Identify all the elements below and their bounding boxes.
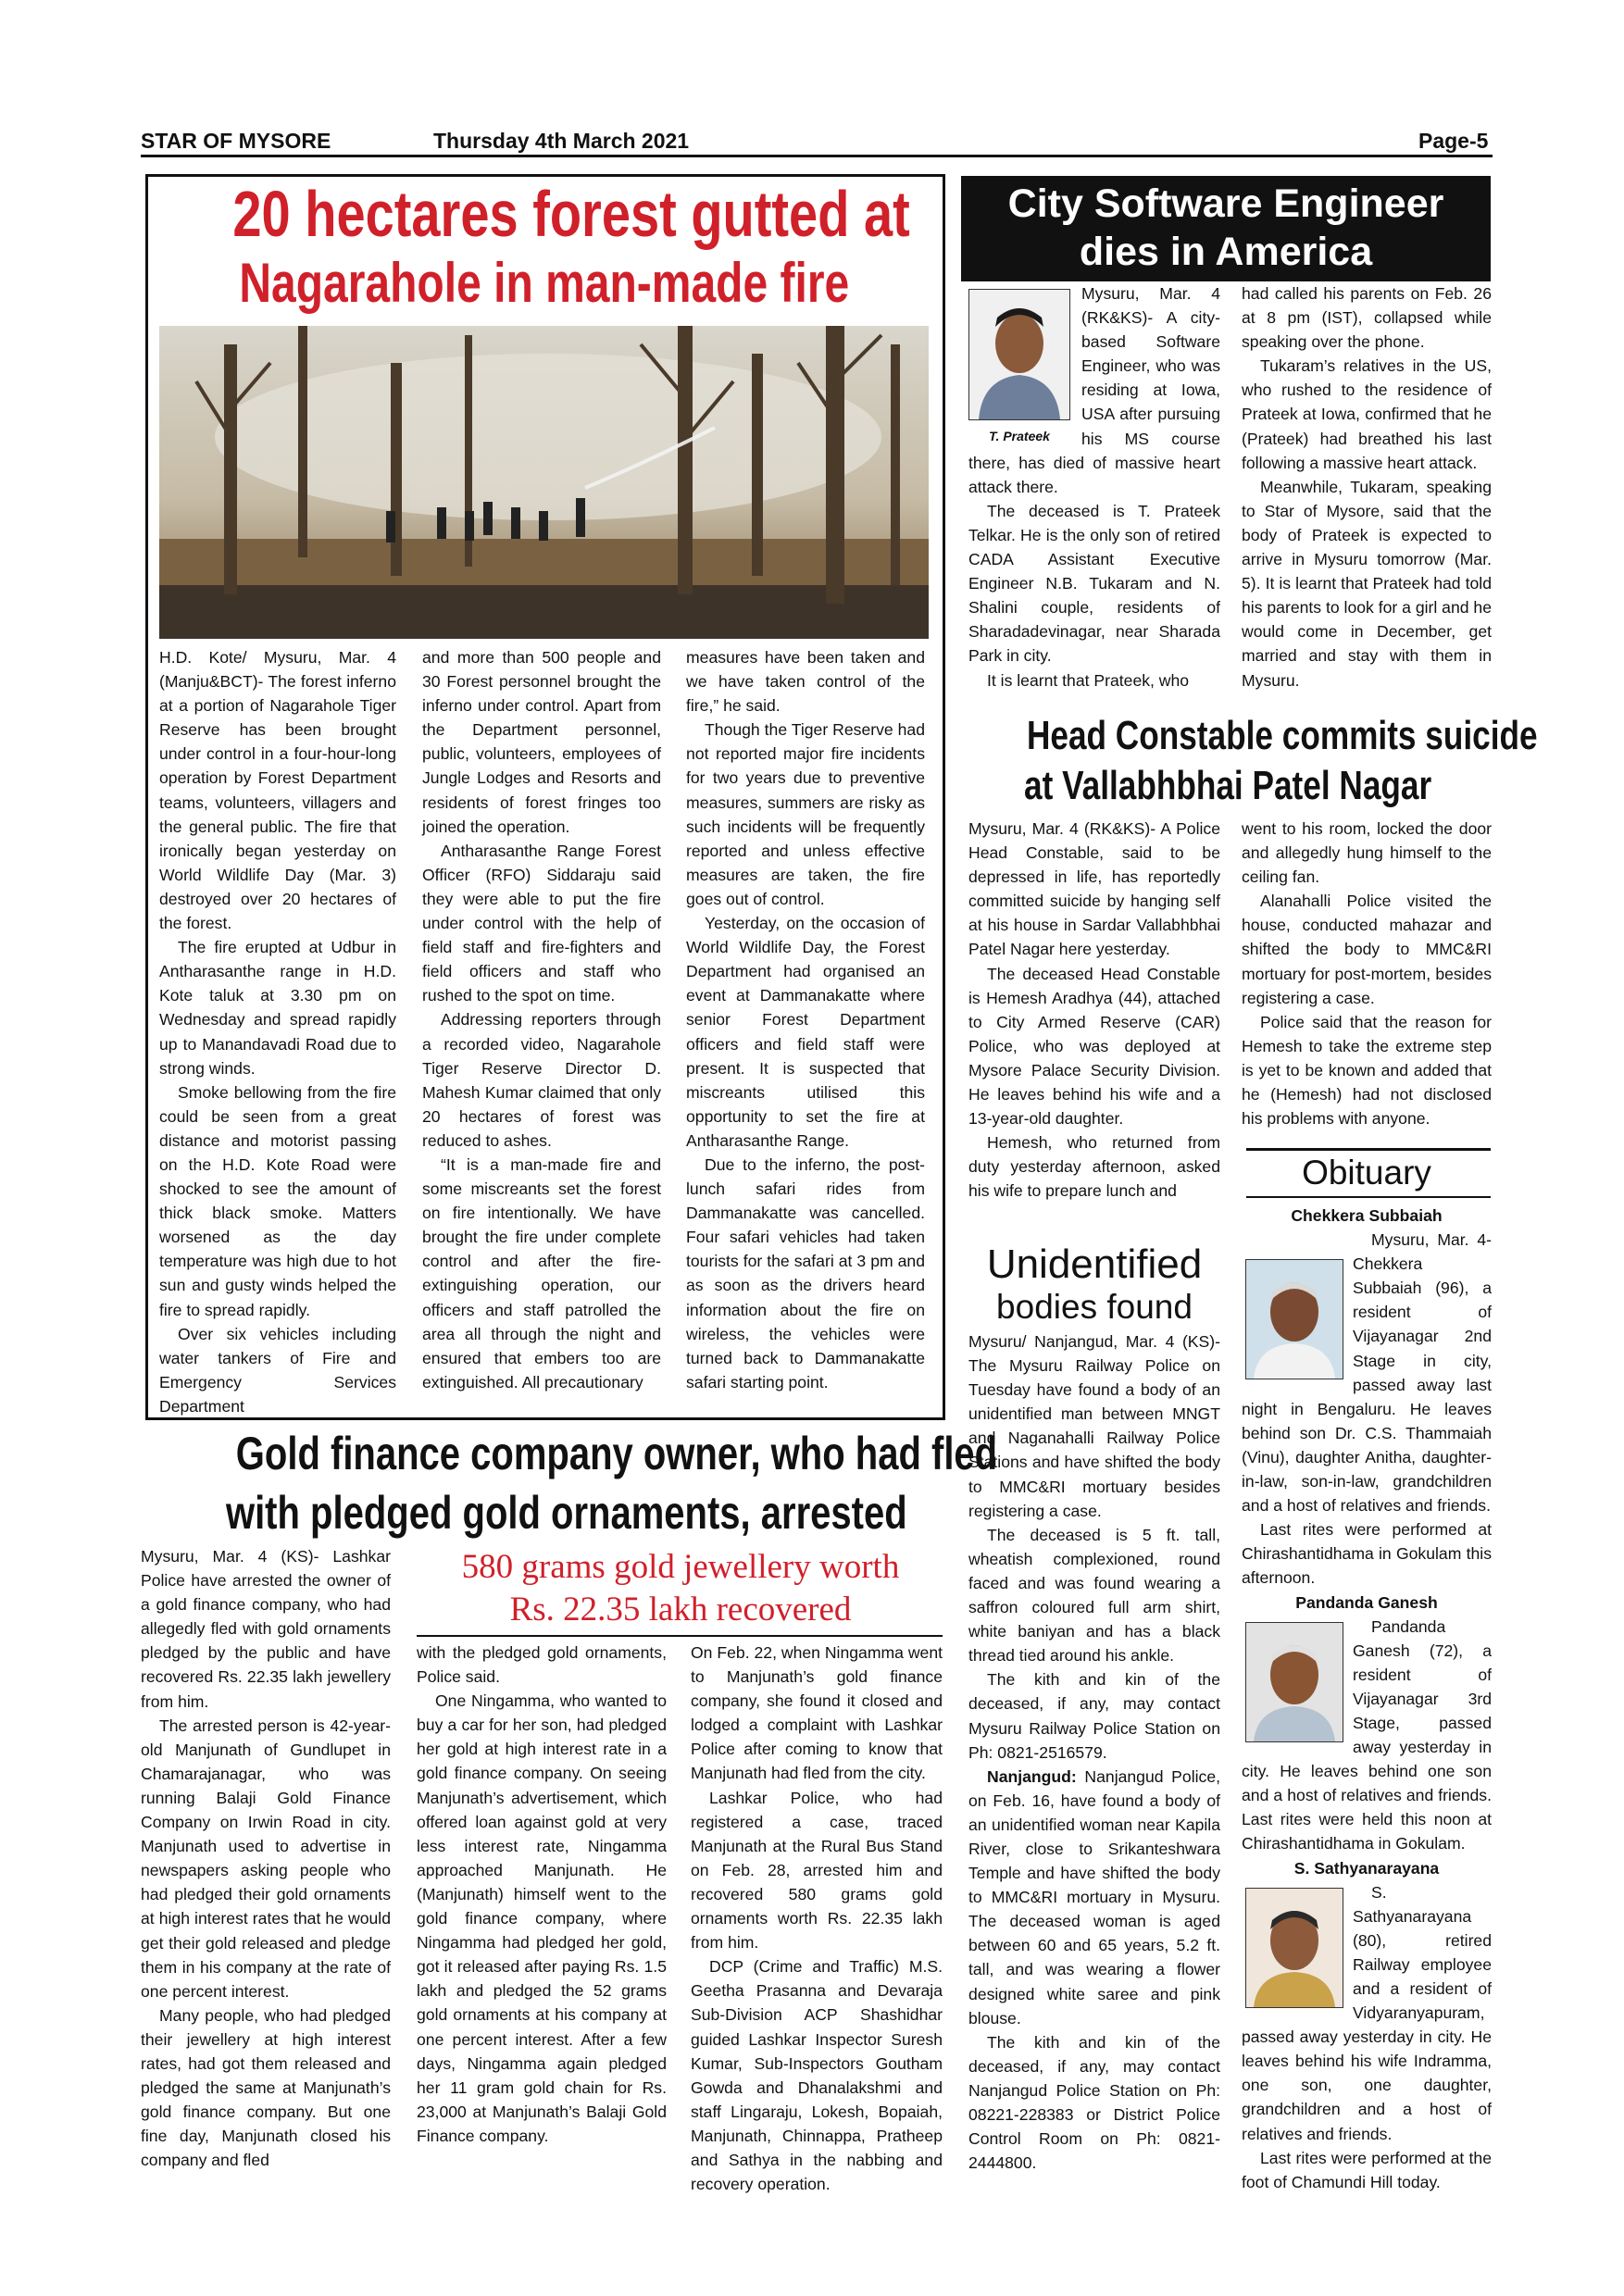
gold-col2-para: One Ningamma, who wanted to buy a car for her son, had pledged her gold at high interest rate in a gold finance company. On seeing Manjunath’s advertisement, which offered loan against gold at very less interest rate, Ningamma approached Manjunath. He (Manjunath) himself went to the gold finance company, where Ningamma had pledged her gold, got it released after paying Rs. 1.5 lakh and pledged the 52 grams gold ornaments at his company at one percent interest. After a few days, Ningamma again pledged her 11 gram gold chain for Rs. 23,000 at Manjunath’s Balaji Gold Finance company. [417,1691,667,2145]
bodies-headline-line2: bodies found [996,1288,1193,1326]
obituary-column [1242,1204,1492,2194]
engineer-column-2 [1242,281,1492,693]
forest-col1-para: Smoke bellowing from the fire could be seen from a great distance and motorist passing on the H.D. Kote Road were shocked to see the amount of thick black smoke. Matters worsened as the day temperature was high due to hot sun and gusty winds helped the fire to spread rapidly. [159,1082,396,1319]
engineer-col1-para: The deceased is T. Prateek Telkar. He is the only son of retired CADA Assistant Executive Engineer N.B. Tukaram and N. Shalini couple, residents of Sharadadevinagar, near Sharada Park in city. [968,501,1220,666]
gold-col2-para: with the pledged gold ornaments, Police said. [417,1643,667,1687]
constable-col2-para: Alanahalli Police visited the house, conducted mahazar and shifted the body to MMC&RI mortuary for post-mortem, besides registering a case. [1242,892,1492,1007]
forest-fire-photo [159,326,929,639]
gold-col1-para: The arrested person is 42-year-old Manjunath of Gundlupet in Chamarajanagar, who was running Balaji Gold Finance Company on Irwin Road in city. Manjunath used to advertise in newspapers asking people who had pledged their gold ornaments at high interest rates that he would get their gold released and pledge them in his company at the rate of one percent interest. [141,1716,391,2001]
masthead-date: Thursday 4th March 2021 [433,129,690,153]
bodies-para: The kith and kin of the deceased, if any, may contact Nanjangud Police Station on Ph: 08221-228383 or District Police Control Room on Ph: 0821-2444800. [968,2032,1220,2173]
engineer-portrait-photo [968,289,1070,420]
gold-subheadline-rule [417,1635,943,1637]
obituary-text: Last rites were performed at the foot of Chamundi Hill today. [1242,2148,1492,2191]
engineer-col2-para: Tukaram’s relatives in the US, who rushed to the residence of Prateek at Iowa, confirmed that he (Prateek) had breathed his last following a massive heart attack. [1242,356,1492,472]
engineer-col1-para: It is learnt that Prateek, who [987,670,1190,690]
gold-col3-para: On Feb. 22, when Ningamma went to Manjunath’s gold finance company, she found it closed and lodged a complaint with Lashkar Police after coming to know that Manjunath had fled from the city. [691,1643,943,1783]
engineer-col1-para: Mysuru, Mar. 4 (RK&KS)- A city-based Software Engineer, who was residing at Iowa, USA after pursuing his MS course there, has died of massive heart attack there. [968,284,1220,496]
constable-col2-para: went to his room, locked the door and allegedly hung himself to the ceiling fan. [1242,819,1492,887]
forest-col1-para: Over six vehicles including water tankers of Fire and Emergency Services Department [159,1324,396,1416]
engineer-col2-para: had called his parents on Feb. 26 at 8 pm (IST), collapsed while speaking over the phone. [1242,284,1492,352]
gold-subheadline-line2: Rs. 22.35 lakh recovered [509,1591,852,1628]
forest-column-2 [422,645,661,1394]
forest-column-1 [159,645,396,1418]
constable-column-1 [968,817,1220,1204]
engineer-portrait-frame [968,289,1070,446]
obituary-text: Last rites were performed at Chirashantidhama in Gokulam this afternoon. [1242,1520,1492,1588]
engineer-portrait-caption: T. Prateek [989,429,1050,443]
obituary-title: Obituary [1302,1154,1431,1192]
masthead-page-number: Page-5 [1418,129,1489,153]
forest-col2-para: “It is a man-made fire and some miscreants set the forest on fire intentionally. We have brought the fire under complete control and after the fire-extinguishing operation, our officers and staff patrolled the area all through the night and ensured that embers too are extinguished. All precautionary [422,1154,661,1391]
bodies-para: Mysuru/ Nanjangud, Mar. 4 (KS)- The Mysuru Railway Police on Tuesday have found a body of an unidentified man between MNGT and Naganahalli Railway Police Stations and have shifted the body to MMC&RI mortuary besides registering a case. [968,1332,1220,1520]
forest-col3-para: Yesterday, on the occasion of World Wildlife Day, the Forest Department had organised an event at Dammanakatte where senior Forest Department officers and field staff were present. It is suspected that miscreants utilised this opportunity to set the fire at Antharasanthe Range. [686,914,925,1150]
engineer-column-1 [968,281,1220,693]
bodies-para [968,1765,1220,2030]
engineer-col2-para: Meanwhile, Tukaram, speaking to Star of Mysore, said that the body of Prateek is expected to arrive in Mysuru tomorrow (Mar. 5). It is learnt that Prateek had told his parents to look for a girl and he would come in December, get married and stay with them in Mysuru. [1242,477,1492,690]
gold-headline-line1: Gold finance company owner, who had fled [235,1428,998,1479]
gold-column-1 [141,1544,391,2172]
obituary-name-ganesh: Pandanda Ganesh [1295,1592,1438,1612]
forest-col3-para: Due to the inferno, the post-lunch safari rides from Dammanakatte was cancelled. Four safari vehicles had taken tourists for the safari at 3 pm and as soon as the drivers heard information about the fire on wireless, the vehicles were turned back to Dammanakatte safari starting point. [686,1154,925,1391]
gold-headline-line2: with pledged gold ornaments, arrested [225,1487,907,1539]
forest-col1-para: H.D. Kote/ Mysuru, Mar. 4 (Manju&BCT)- The forest inferno at a portion of Nagarahole Tiger Reserve has been brought under control in a four-hour-long operation by Forest Department teams, volunteers, villagers and the general public. The fire that ironically began yesterday on World Wildlife Day (Mar. 3) destroyed over 20 hectares of the forest. [159,648,396,933]
bodies-headline-line1: Unidentified [986,1242,1203,1287]
gold-col1-para: Mysuru, Mar. 4 (KS)- Lashkar Police have arrested the owner of a gold finance company, who had allegedly fled with gold ornaments pledged by the public and have recovered Rs. 22.35 lakh jewellery from him. [141,1547,391,1711]
constable-headline-line2: at Vallabhbhai Patel Nagar [1023,763,1432,808]
constable-col2-para: Police said that the reason for Hemesh to take the extreme step is yet to be known and added that he (Hemesh) had not disclosed his problems with anyone. [1242,1012,1492,1129]
forest-headline-line1: 20 hectares forest gutted at [232,178,910,250]
obituary-top-rule [1246,1148,1491,1151]
obituary-name-sathyanarayana: S. Sathyanarayana [1293,1858,1440,1878]
constable-col1-para: The deceased Head Constable is Hemesh Aradhya (44), attached to City Armed Reserve (CAR) Police, who was deployed at Mysore Palace Security Division. He leaves behind his wife and a 13-year-old daughter. [968,964,1220,1129]
forest-col2-para: Addressing reporters through a recorded video, Nagarahole Tiger Reserve Director D. Mahesh Kumar claimed that only 20 hectares of forest was reduced to ashes. [422,1010,661,1150]
gold-column-2 [417,1641,667,2148]
constable-col1-para: Mysuru, Mar. 4 (RK&KS)- A Police Head Constable, said to be depressed in life, has reportedly committed suicide by hanging self at his house in Sardar Vallabhbhai Patel Nagar here yesterday. [968,819,1220,959]
engineer-headline-line2: dies in America [1079,230,1373,274]
bodies-para: The deceased is 5 ft. tall, wheatish complexioned, round faced and was found wearing a saffron coloured full arm shirt, white baniyan and has a black thread tied around his ankle. [968,1525,1220,1666]
forest-col3-para: measures have been taken and we have taken control of the fire,” he said. [686,648,925,716]
obit-photo-sathyanarayana [1245,1888,1343,2008]
constable-col1-para: Hemesh, who returned from duty yesterday afternoon, asked his wife to prepare lunch and [968,1133,1220,1201]
bodies-column [968,1329,1220,2175]
gold-column-3 [691,1641,943,2196]
gold-subheadline-line1: 580 grams gold jewellery worth [461,1548,900,1586]
obituary-title-rule [1246,1196,1491,1198]
gold-col1-para: Many people, who had pledged their jewellery at high interest rates, had got them released and pledged the same at Manjunath’s gold finance company. But one fine day, Manjunath closed his company and fled [141,2005,391,2170]
bodies-nanjangud-lead: Nanjangud: [987,1766,1077,1786]
forest-col2-para: and more than 500 people and 30 Forest personnel brought the inferno under control. Apart from the Department personnel, public, volunteers, employees of Jungle Lodges and Resorts and residents of forest fringes too joined the operation. [422,648,661,836]
gold-col3-para: Lashkar Police, who had registered a case, traced Manjunath at the Rural Bus Stand on Feb. 28, arrested him and recovered 580 grams gold ornaments worth Rs. 22.35 lakh from him. [691,1788,943,1953]
constable-column-2 [1242,817,1492,1130]
forest-column-3 [686,645,925,1394]
engineer-headline-line1: City Software Engineer [1007,181,1444,226]
forest-headline-line2: Nagarahole in man-made fire [239,252,849,314]
masthead-rule [141,155,1493,157]
obit-photo-subbaiah [1245,1259,1343,1379]
obituary-name-subbaiah: Chekkera Subbaiah [1291,1206,1443,1225]
forest-col3-para: Though the Tiger Reserve had not reported major fire incidents for two years due to preventive measures, summers are risky as such incidents will be frequently reported and unless effective measures are taken, the fire goes out of control. [686,720,925,908]
constable-headline-line1: Head Constable commits suicide [1026,713,1538,758]
forest-col1-para: The fire erupted at Udbur in Antharasanthe range in H.D. Kote taluk at 3.30 pm on Wednesday and spread rapidly up to Manandavadi Road due to strong winds. [159,938,396,1078]
obituary-text: Mysuru, Mar. 4-Chekkera Subbaiah (96), a resident of Vijayanagar 2nd Stage in city, passed away last night in Bengaluru. He leaves behind son Dr. C.S. Thammaiah (Vinu), daughter Anitha, daughter-in-law, son-in-law, grandchildren and a host of relatives and friends. [1242,1230,1492,1516]
masthead-paper-name: STAR OF MYSORE [141,129,331,153]
obituary-text: S. Sathyanarayana (80), retired Railway employee and a resident of Vidyaranyapuram, passed away yesterday in city. He leaves behind his wife Indramma, one son, one daughter, grandchildren and a host of relatives and friends. [1242,1882,1492,2143]
obit-photo-ganesh [1245,1622,1343,1742]
bodies-nanjangud-text: Nanjangud Police, on Feb. 16, have found a body of an unidentified woman near Kapila River, close to Srikanteshwara Temple and have shifted the body to MMC&RI mortuary in Mysuru. The deceased woman is aged between 60 and 65 years, 5.2 ft. tall, and was wearing a flower designed white saree and pink blouse. [968,1766,1220,2028]
forest-col2-para: Antharasanthe Range Forest Officer (RFO) Siddaraju said they were able to put the fire under control with the help of field staff and fire-fighters and field officers and staff who rushed to the spot on time. [422,841,661,1005]
bodies-para: The kith and kin of the deceased, if any, may contact Mysuru Railway Police Station on Ph: 0821-2516579. [968,1670,1220,1762]
gold-col3-para: DCP (Crime and Traffic) M.S. Geetha Prasanna and Devaraja Sub-Division ACP Shashidhar guided Lashkar Inspector Suresh Kumar, Sub-Inspectors Goutham Gowda and Dhanalakshmi and staff Lingaraju, Lokesh, Bopaiah, Manjunath, Chinnappa, Pratheep and Sathya in the nabbing and recovery operation. [691,1957,943,2194]
obituary-text: Pandanda Ganesh (72), a resident of Vijayanagar 3rd Stage, passed away yesterday in city. He leaves behind one son and a host of relatives and friends. Last rites were held this noon at Chirashantidhama in Gokulam. [1242,1616,1492,1853]
